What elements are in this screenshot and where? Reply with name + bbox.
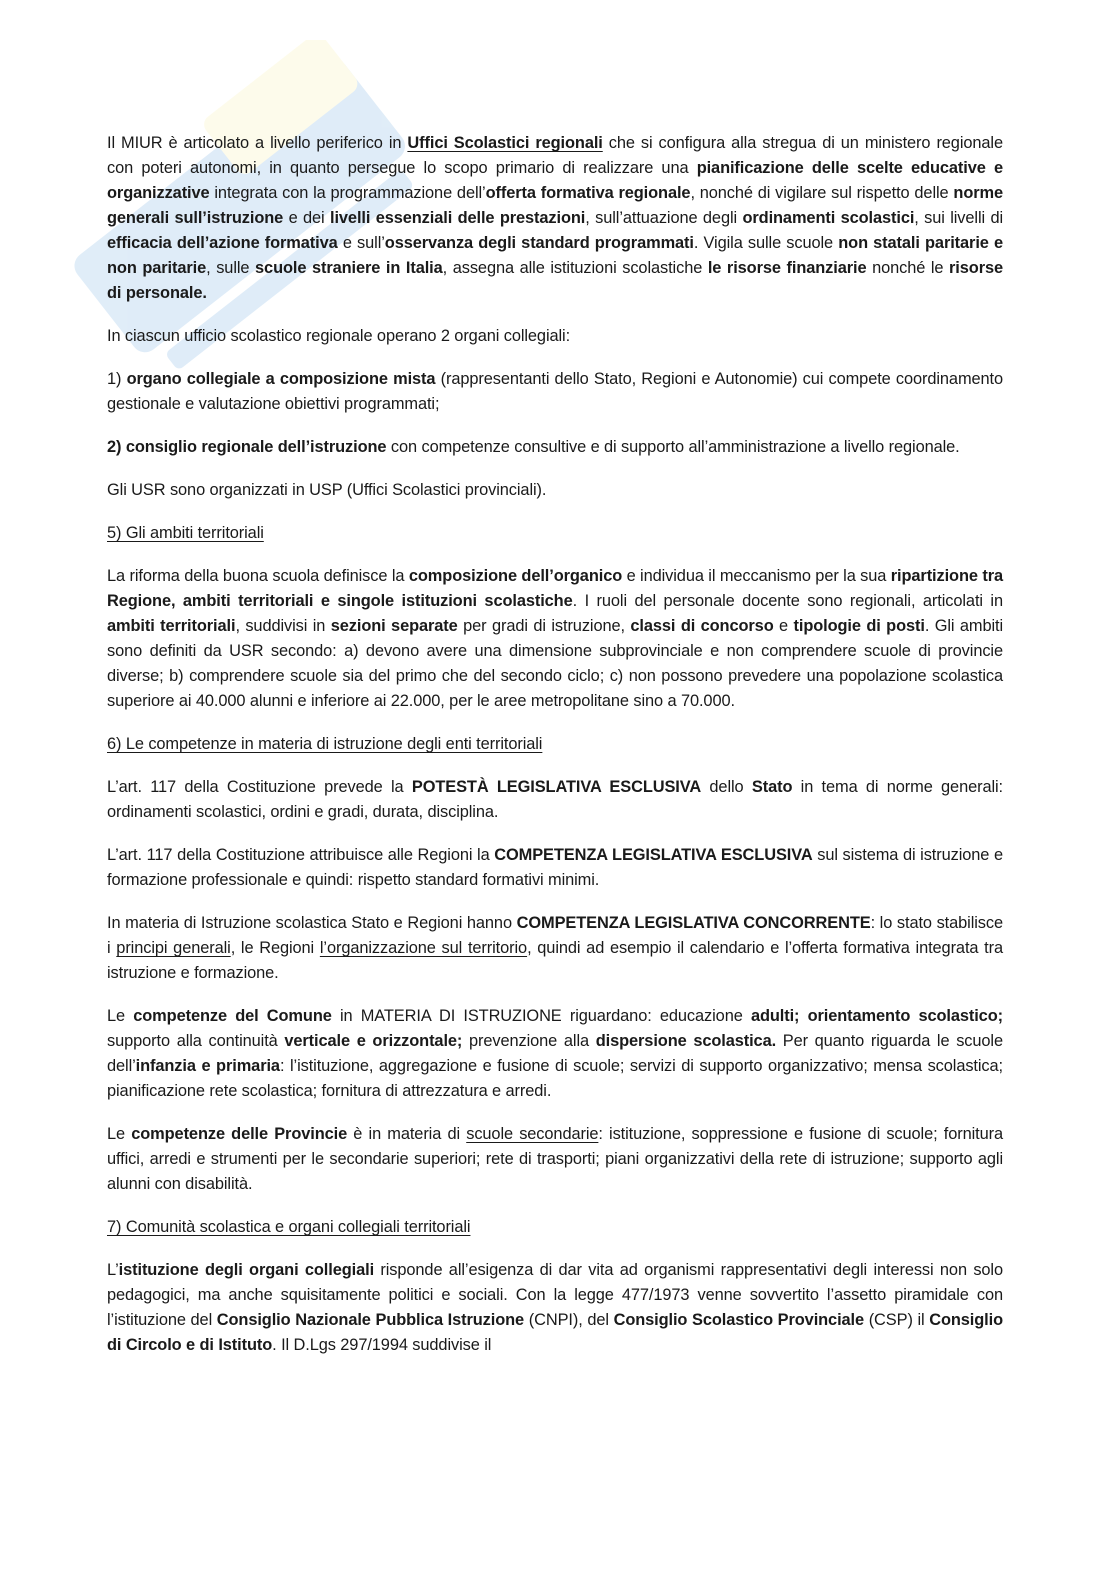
text-run: 1) [107, 370, 127, 388]
text-run: Le [107, 1007, 134, 1025]
text-run: è in materia di [347, 1125, 467, 1143]
text-run: , assegna alle istituzioni scolastiche [442, 259, 708, 277]
heading-ambiti-territoriali [107, 521, 1003, 546]
para-organo-misto [107, 367, 1003, 417]
para-organi-collegiali [107, 1258, 1003, 1358]
bold-text: scuole straniere in Italia [255, 259, 443, 277]
bold-text: dispersione scolastica. [595, 1032, 777, 1050]
heading-competenze-enti [107, 732, 1003, 757]
emphasis-text: Uffici Scolastici regionali [407, 134, 603, 152]
bold-text: ordinamenti scolastici [742, 209, 915, 227]
text-run: supporto alla continuità [107, 1032, 285, 1050]
bold-text: organo collegiale a composizione mista [126, 370, 436, 388]
text-run: L’art. 117 della Costituzione prevede la [107, 778, 412, 796]
text-run: , sull’attuazione degli [585, 209, 743, 227]
bold-text: infanzia e primaria [135, 1057, 280, 1075]
bold-text: competenze delle Provincie [131, 1125, 348, 1143]
para-buona-scuola [107, 564, 1003, 714]
bold-text: risorse di personale. [107, 259, 1004, 302]
para-concorrente [107, 911, 1003, 986]
bold-text: pianificazione delle scelte educative e organizzative [107, 159, 1003, 202]
bold-text: ripartizione tra Regione, ambiti territoriali e singole istituzioni scolastiche [107, 567, 1003, 610]
text-run: Il MIUR è articolato a livello periferico in [107, 134, 408, 152]
text-run: e dei [283, 209, 330, 227]
text-run: : lo stato stabilisce i [107, 914, 1003, 957]
bold-text: ambiti territoriali [107, 617, 236, 635]
text-run: (rappresentanti dello Stato, Regioni e Autonomie) cui compete coordinamento gestionale e valutazione obiettivi programmati; [107, 370, 1004, 413]
bold-text: COMPETENZA LEGISLATIVA ESCLUSIVA [494, 846, 813, 864]
text-run: Le [107, 1125, 132, 1143]
bold-text [407, 134, 602, 152]
text-run: : istituzione, soppressione e fusione di scuole; fornitura uffici, arredi e strumenti per le secondarie superiori; rete di trasporti; piani organizzativi della rete di istruzione; supporto agli alunni con disabilità. [107, 1125, 1003, 1193]
text-run: (CSP) il [864, 1311, 930, 1329]
para-art117-regioni [107, 843, 1003, 893]
underlined-text: scuole secondarie [466, 1125, 599, 1143]
bold-text: osservanza degli standard programmati [384, 234, 694, 252]
bold-text: Consiglio di Circolo e di Istituto [107, 1311, 1003, 1354]
text-run: , nonché di vigilare sul rispetto delle [690, 184, 954, 202]
text-run: in MATERIA DI ISTRUZIONE riguardano: educazione [331, 1007, 751, 1025]
bold-text: Consiglio Scolastico Provinciale [613, 1311, 865, 1329]
bold-text: le risorse finanziarie [707, 259, 867, 277]
text-run: e [773, 617, 794, 635]
text-run: . Il D.Lgs 297/1994 suddivise il [272, 1336, 492, 1354]
para-usp [107, 478, 1003, 503]
text-run: che si configura alla stregua di un ministero regionale con poteri autonomi, in quanto persegue lo scopo primario di realizzare una [107, 134, 1003, 177]
document-page [107, 131, 1003, 1376]
bold-text: verticale e orizzontale; [284, 1032, 463, 1050]
para-consiglio-regionale [107, 435, 1003, 460]
para-miur-usr [107, 131, 1003, 306]
text-run: dello [701, 778, 752, 796]
para-organi-intro [107, 324, 1003, 349]
bold-text: offerta formativa regionale [485, 184, 691, 202]
text-run: con competenze consultive e di supporto all’amministrazione a livello regionale. [386, 438, 960, 456]
text-run: per gradi di istruzione, [457, 617, 631, 635]
text-run: : l’istituzione, aggregazione e fusione di scuole; servizi di supporto organizzativo; mensa scolastica; pianificazione rete scolastica; fornitura di attrezzatura e arredi. [107, 1057, 1003, 1100]
text-run: L’art. 117 della Costituzione attribuisce alle Regioni la [107, 846, 495, 864]
bold-text: livelli essenziali delle prestazioni [330, 209, 586, 227]
text-run: , le Regioni [230, 939, 320, 957]
text-run: . I ruoli del personale docente sono regionali, articolati in [572, 592, 1003, 610]
text-run: e individua il meccanismo per la sua [622, 567, 891, 585]
text-run: , sulle [206, 259, 256, 277]
underlined-text: l’organizzazione sul territorio [319, 939, 528, 957]
text-run: 6) Le competenze in materia di istruzione degli enti territoriali [107, 735, 543, 753]
bold-text: composizione dell’organico [408, 567, 623, 585]
text-run: prevenzione alla [462, 1032, 596, 1050]
text-run: , quindi ad esempio il calendario e l’offerta formativa integrata tra istruzione e formazione. [107, 939, 1003, 982]
bold-text: 2) consiglio regionale dell’istruzione [107, 438, 387, 456]
bold-text: POTESTÀ LEGISLATIVA ESCLUSIVA [411, 778, 702, 796]
bold-text: adulti; orientamento scolastico; [750, 1007, 1003, 1025]
underlined-text: principi generali [116, 939, 231, 957]
text-run: e sull’ [337, 234, 385, 252]
text-run: In ciascun ufficio scolastico regionale operano 2 organi collegiali: [107, 327, 571, 345]
text-run: La riforma della buona scuola definisce la [107, 567, 409, 585]
text-run: In materia di Istruzione scolastica Stato e Regioni hanno [107, 914, 517, 932]
text-run: (CNPI), del [524, 1311, 614, 1329]
bold-text: Consiglio Nazionale Pubblica Istruzione [216, 1311, 525, 1329]
text-run: . Gli ambiti sono definiti da USR secondo: a) devono avere una dimensione subprovinciale e non comprendere scuole di provincie diverse; b) comprendere scuole sia del primo che del secondo ciclo; c) non possono prevedere una popolazione scolastica superiore ai 40.000 alunni e inferiore ai 22.000, per le aree metropolitane sino a 70.000. [107, 617, 1004, 710]
heading-comunita-scolastica [107, 1215, 1003, 1240]
text-run: Gli USR sono organizzati in USP (Uffici Scolastici provinciali). [107, 481, 547, 499]
para-art117-stato [107, 775, 1003, 825]
bold-text: norme generali sull’istruzione [107, 184, 1003, 227]
para-provincie [107, 1122, 1003, 1197]
bold-text: competenze del Comune [133, 1007, 332, 1025]
bold-text: sezioni separate [330, 617, 458, 635]
bold-text: Stato [751, 778, 793, 796]
bold-text: classi di concorso [630, 617, 774, 635]
text-run: , sui livelli di [914, 209, 1004, 227]
text-run: 7) Comunità scolastica e organi collegiali territoriali [107, 1218, 471, 1236]
text-run: risponde all’esigenza di dar vita ad organismi rappresentativi degli interessi non solo pedagogici, ma anche squisitamente politici e sociali. Con la legge 477/1973 venne sovvertito l’assetto piramidale con l’istituzione del [107, 1261, 1003, 1329]
bold-text: non statali paritarie e non paritarie [107, 234, 1004, 277]
text-run: sul sistema di istruzione e formazione professionale e quindi: rispetto standard formativi minimi. [107, 846, 1003, 889]
text-run: , suddivisi in [235, 617, 331, 635]
text-run: in tema di norme generali: ordinamenti scolastici, ordini e gradi, durata, disciplina. [107, 778, 1004, 821]
text-run: 5) Gli ambiti territoriali [107, 524, 264, 542]
bold-text: COMPETENZA LEGISLATIVA CONCORRENTE [516, 914, 871, 932]
bold-text: tipologie di posti [793, 617, 925, 635]
bold-text: efficacia dell’azione formativa [107, 234, 338, 252]
text-run: Per quanto riguarda le scuole dell’ [107, 1032, 1003, 1075]
para-comune [107, 1004, 1003, 1104]
bold-text: istituzione degli organi collegiali [118, 1261, 375, 1279]
text-run: nonché le [866, 259, 950, 277]
text-run: integrata con la programmazione dell’ [209, 184, 486, 202]
text-run: L’ [107, 1261, 119, 1279]
text-run: . Vigila sulle scuole [693, 234, 839, 252]
